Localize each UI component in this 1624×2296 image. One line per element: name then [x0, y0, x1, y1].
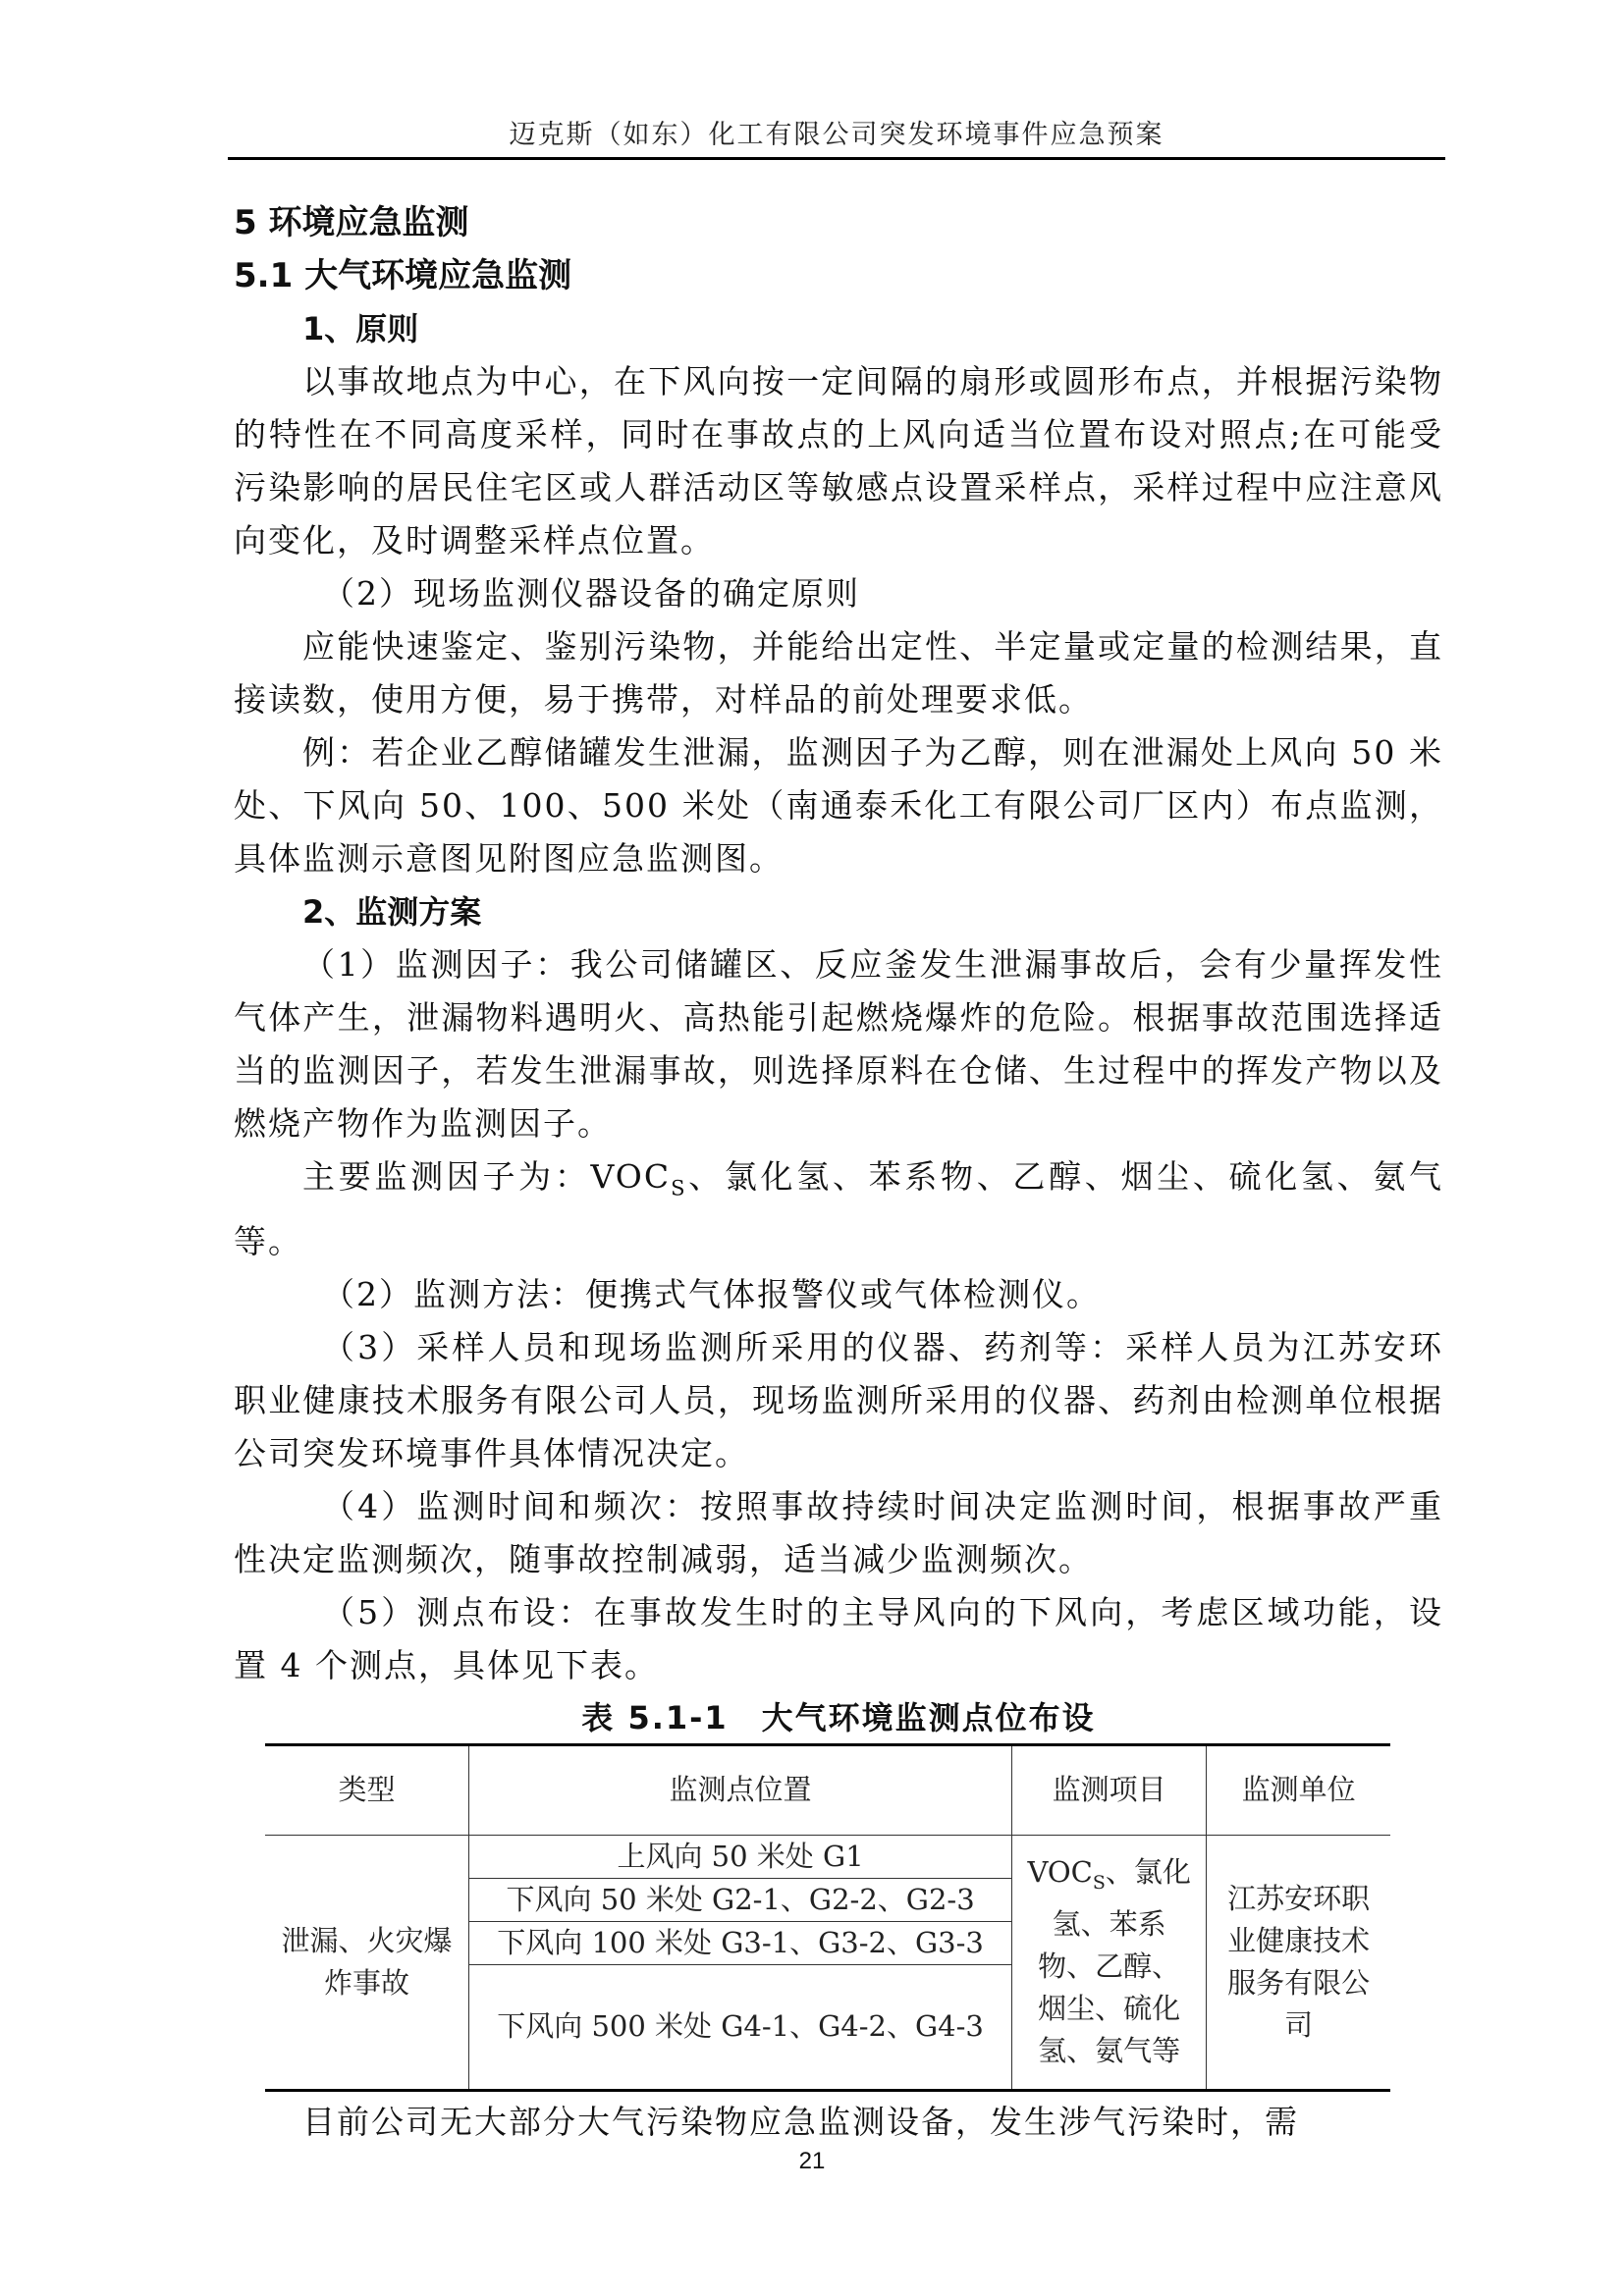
paragraph-equipment-heading: （2）现场监测仪器设备的确定原则	[322, 574, 860, 613]
table-header-row	[265, 1744, 1390, 1835]
main-factors-subscript: S	[671, 1176, 687, 1201]
position-cell: 上风向 50 米处 G1	[468, 1835, 1011, 1878]
paragraph-equipment-note: 目前公司无大部分大气污染物应急监测设备，发生涉气污染时，需	[302, 2102, 1299, 2141]
position-cell: 下风向 100 米处 G3-1、G3-2、G3-3	[468, 1921, 1011, 1964]
page-number: 21	[798, 2148, 826, 2174]
document-header: 迈克斯（如东）化工有限公司突发环境事件应急预案	[509, 120, 1164, 150]
paragraph-main-factors	[234, 1150, 1443, 1268]
header-rule	[228, 157, 1445, 160]
items-subscript: S	[1092, 1871, 1106, 1894]
main-factors-prefix: 主要监测因子为：VOC	[302, 1157, 672, 1196]
plan-heading: 2、监测方案	[302, 893, 482, 931]
position-cell: 下风向 50 米处 G2-1、G2-2、G2-3	[468, 1878, 1011, 1921]
principle-heading: 1、原则	[302, 310, 419, 347]
paragraph-method: （2）监测方法：便携式气体报警仪或气体检测仪。	[322, 1274, 1101, 1313]
position-cell: 下风向 500 米处 G4-1、G4-2、G4-3	[468, 1964, 1011, 2090]
type-cell: 泄漏、火灾爆炸事故	[265, 1835, 468, 2090]
paragraph-principle: 以事故地点为中心，在下风向按一定间隔的扇形或圆形布点，并根据污染物的特性在不同高度采样，同时在事故点的上风向适当位置布设对照点;在可能受污染影响的居民住宅区或人群活动区等敏感点设置采样点，采样过程中应注意风向变化，及时调整采样点位置。	[234, 362, 1443, 560]
paragraph-frequency: （4）监测时间和频次：按照事故持续时间决定监测时间，根据事故严重性决定监测频次，随事故控制减弱，适当减少监测频次。	[234, 1486, 1443, 1578]
monitoring-table	[265, 1743, 1390, 2092]
items-suffix: 、氯化氢、苯系物、乙醇、烟尘、硫化氢、氨气等	[1038, 1854, 1191, 2068]
paragraph-factors: （1）监测因子：我公司储罐区、反应釜发生泄漏事故后，会有少量挥发性气体产生，泄漏物料遇明火、高热能引起燃烧爆炸的危险。根据事故范围选择适当的监测因子，若发生泄漏事故，则选择原料在仓储、生过程中的挥发产物以及燃烧产物作为监测因子。	[234, 945, 1443, 1143]
items-cell	[1012, 1835, 1207, 2090]
paragraph-points: （5）测点布设：在事故发生时的主导风向的下风向，考虑区域功能，设置 4 个测点，具体见下表。	[234, 1592, 1443, 1684]
paragraph-equipment: 应能快速鉴定、鉴别污染物，并能给出定性、半定量或定量的检测结果，直接读数，使用方便，易于携带，对样品的前处理要求低。	[234, 627, 1443, 719]
subsection-heading: 5.1 大气环境应急监测	[234, 256, 572, 295]
main-factors-suffix: 、氯化氢、苯系物、乙醇、烟尘、硫化氢、氨气等。	[234, 1157, 1444, 1260]
table-row	[265, 1835, 1390, 1878]
header-unit: 监测单位	[1207, 1744, 1390, 1835]
header-position: 监测点位置	[468, 1744, 1011, 1835]
section-heading: 5 环境应急监测	[234, 203, 469, 242]
items-prefix: VOC	[1027, 1854, 1093, 1889]
header-items: 监测项目	[1012, 1744, 1207, 1835]
paragraph-example: 例：若企业乙醇储罐发生泄漏，监测因子为乙醇，则在泄漏处上风向 50 米处、下风向 50、100、500 米处（南通泰禾化工有限公司厂区内）布点监测，具体监测示意图见附图应急监测图。	[234, 733, 1443, 878]
paragraph-sampling: （3）采样人员和现场监测所采用的仪器、药剂等：采样人员为江苏安环职业健康技术服务有限公司人员，现场监测所采用的仪器、药剂由检测单位根据公司突发环境事件具体情况决定。	[234, 1327, 1443, 1472]
table-caption: 表 5.1-1 大气环境监测点位布设	[581, 1698, 1096, 1736]
unit-cell: 江苏安环职业健康技术服务有限公司	[1207, 1835, 1390, 2090]
page-content	[234, 196, 1443, 2149]
header-type: 类型	[265, 1744, 468, 1835]
